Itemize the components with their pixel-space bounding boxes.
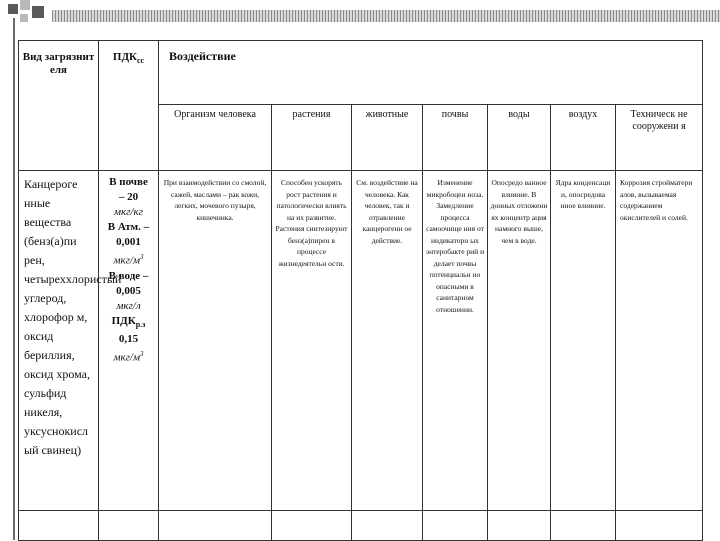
deco-square <box>8 4 18 14</box>
pollutant-table <box>18 40 703 541</box>
deco-square <box>32 6 44 18</box>
deco-vertical-line <box>13 18 15 540</box>
table-row <box>19 171 703 511</box>
deco-square <box>20 0 30 10</box>
header-animals: животные <box>352 105 423 171</box>
empty-cell <box>488 511 551 541</box>
header-human: Организм человека <box>159 105 272 171</box>
cell-animals: См. воздействие на человека. Как человек, так и отравление канцерогенн ое действие. <box>352 171 423 511</box>
header-waters: воды <box>488 105 551 171</box>
deco-bar <box>52 10 720 22</box>
cell-human: При взаимодействии со смолой, сажей, маслами – рак кожи, легких, мочевого пузыря, кишечника. <box>159 171 272 511</box>
header-pdk: $ПДК_{сс}$ <box>99 41 159 171</box>
cell-pollutant: Канцероге нные вещества (бенз(а)пи рен, четыреххлористый углерод, хлорофор м, оксид бериллия, оксид хрома, сульфид никеля, уксуснокисл ый свинец) <box>19 171 99 511</box>
header-structures: Техническ не сооружени я <box>616 105 703 171</box>
empty-cell <box>99 511 159 541</box>
empty-cell <box>616 511 703 541</box>
table-row <box>19 511 703 541</box>
header-soils: почвы <box>423 105 488 171</box>
empty-cell <box>423 511 488 541</box>
header-plants: растения <box>272 105 352 171</box>
slide-decoration <box>0 0 720 30</box>
cell-waters: Опосредо ванное влияние. В донных отложени ях концентр ация намного выше, чем в воде. <box>488 171 551 511</box>
cell-air: Ядра конденсаци и, опосредова нное влияние. <box>551 171 616 511</box>
empty-cell <box>551 511 616 541</box>
cell-pdk: В почве – 20 мкг/кг В Атм. – 0,001 мкг/$м^3$ В воде – 0,005 мкг/л $ПДК_{р.з}$ 0,15 мкг/$м^3$ <box>99 171 159 511</box>
cell-soils: Изменение микробоцен ноза. Замедление процесса самоочище ния от индикаторн ых энтеробакте рий и делает почвы потенциальн но опасными в санитарном отношении. <box>423 171 488 511</box>
empty-cell <box>272 511 352 541</box>
cell-structures: Коррозия стройматери алов, вызываемая содержанием окислителей и солей. <box>616 171 703 511</box>
deco-square <box>20 14 28 22</box>
header-impact: Воздействие <box>159 41 703 105</box>
header-air: воздух <box>551 105 616 171</box>
empty-cell <box>159 511 272 541</box>
header-pollutant-type: Вид загрязнит еля <box>19 41 99 171</box>
cell-plants: Способен ускорять рост растения и патологически влиять на их развитие. Растения синтезируют бенз(а)пирен в процессе жизнедеятельн ости. <box>272 171 352 511</box>
empty-cell <box>19 511 99 541</box>
empty-cell <box>352 511 423 541</box>
